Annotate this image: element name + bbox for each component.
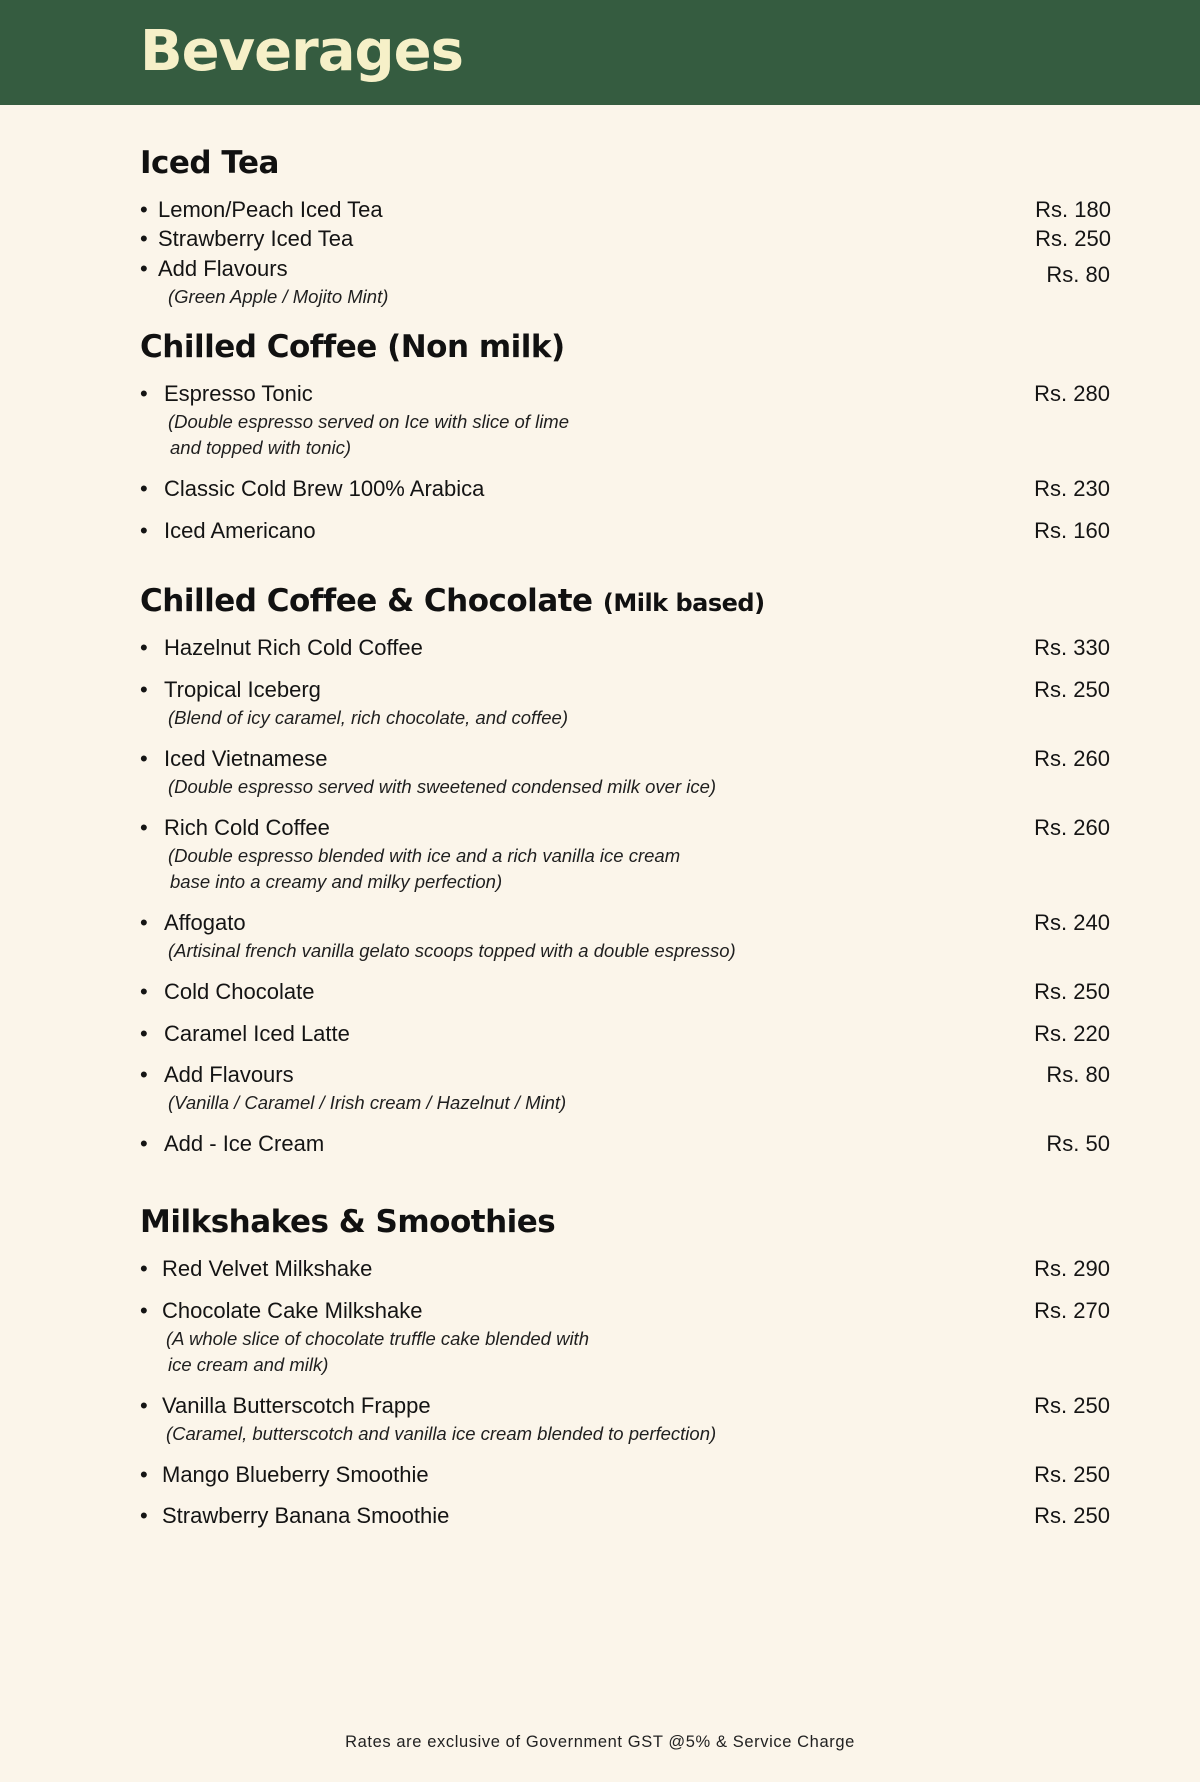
item-price: Rs. 160 <box>1034 518 1110 543</box>
bullet-icon: • <box>140 1503 148 1528</box>
bullet-icon: • <box>140 518 148 543</box>
item-name: Mango Blueberry Smoothie <box>162 1462 429 1487</box>
menu-item <box>140 1129 1110 1159</box>
bullet-icon: • <box>140 815 148 840</box>
item-description: ice cream and milk) <box>168 1354 329 1375</box>
item-name: Iced Americano <box>164 518 316 543</box>
item-name: Vanilla Butterscotch Frappe <box>162 1393 431 1418</box>
section-title-iced-tea: Iced Tea <box>140 145 279 181</box>
bullet-icon: • <box>140 1393 148 1418</box>
menu-item <box>140 977 1110 1007</box>
menu-item <box>140 1019 1110 1049</box>
item-price: Rs. 250 <box>1034 1503 1110 1528</box>
bullet-icon: • <box>140 1131 148 1156</box>
item-price: Rs. 250 <box>1034 1462 1110 1487</box>
item-description: (Double espresso served on Ice with slice of lime <box>168 411 570 432</box>
section-title-chilled-coffee-non-milk: Chilled Coffee (Non milk) <box>140 329 565 365</box>
item-price: Rs. 180 <box>1035 197 1111 222</box>
bullet-icon: • <box>140 226 148 251</box>
menu-item <box>140 379 1110 409</box>
item-description: (Artisinal french vanilla gelato scoops topped with a double espresso) <box>168 940 736 961</box>
item-price: Rs. 260 <box>1034 746 1110 771</box>
item-price: Rs. 240 <box>1034 910 1110 935</box>
item-description: (Green Apple / Mojito Mint) <box>168 286 389 307</box>
item-description: base into a creamy and milky perfection) <box>170 871 503 892</box>
item-name: Add Flavours <box>164 1062 294 1087</box>
item-description: (Double espresso blended with ice and a rich vanilla ice cream <box>168 845 681 866</box>
item-price: Rs. 250 <box>1034 979 1110 1004</box>
item-description: (Caramel, butterscotch and vanilla ice cream blended to perfection) <box>166 1423 717 1444</box>
item-name: Affogato <box>164 910 246 935</box>
bullet-icon: • <box>140 1256 148 1281</box>
item-name: Hazelnut Rich Cold Coffee <box>164 635 423 660</box>
item-price: Rs. 250 <box>1034 677 1110 702</box>
item-name: Strawberry Iced Tea <box>158 226 354 251</box>
item-name: Caramel Iced Latte <box>164 1021 350 1046</box>
menu-item <box>140 813 1110 843</box>
menu-item <box>140 224 1110 254</box>
bullet-icon: • <box>140 746 148 771</box>
item-price: Rs. 290 <box>1034 1256 1110 1281</box>
menu-item <box>140 1296 1110 1326</box>
bullet-icon: • <box>140 1062 148 1087</box>
bullet-icon: • <box>140 910 148 935</box>
section-title-text: Chilled Coffee & Chocolate <box>140 583 593 619</box>
item-description: (A whole slice of chocolate truffle cake blended with <box>166 1328 589 1349</box>
bullet-icon: • <box>140 381 148 406</box>
item-price: Rs. 330 <box>1034 635 1110 660</box>
item-name: Cold Chocolate <box>164 979 315 1004</box>
item-price: Rs. 250 <box>1035 226 1111 251</box>
item-price: Rs. 270 <box>1034 1298 1110 1323</box>
item-price: Rs. 220 <box>1034 1021 1110 1046</box>
item-price: Rs. 230 <box>1034 476 1110 501</box>
bullet-icon: • <box>140 1462 148 1487</box>
item-description: (Blend of icy caramel, rich chocolate, and coffee) <box>168 707 568 728</box>
menu-item <box>140 1501 1110 1531</box>
section-title-milkshakes-smoothies: Milkshakes & Smoothies <box>140 1204 556 1240</box>
page-title: Beverages <box>140 19 463 84</box>
bullet-icon: • <box>140 197 148 222</box>
section-subtitle: (Milk based) <box>602 589 765 617</box>
item-name: Add - Ice Cream <box>164 1131 325 1156</box>
menu-item <box>140 633 1110 663</box>
menu-item <box>140 1060 1110 1090</box>
bullet-icon: • <box>140 256 148 281</box>
menu-item <box>140 1391 1110 1421</box>
item-name: Chocolate Cake Milkshake <box>162 1298 423 1323</box>
item-price: Rs. 260 <box>1034 815 1110 840</box>
bullet-icon: • <box>140 476 148 501</box>
item-name: Add Flavours <box>158 256 288 281</box>
item-name: Classic Cold Brew 100% Arabica <box>164 476 485 501</box>
header-bar <box>0 0 1200 105</box>
menu-item <box>140 908 1110 938</box>
bullet-icon: • <box>140 979 148 1004</box>
item-price: Rs. 250 <box>1034 1393 1110 1418</box>
menu-item <box>140 195 1110 225</box>
menu-item <box>140 254 1110 287</box>
item-name: Tropical Iceberg <box>164 677 321 702</box>
item-name: Lemon/Peach Iced Tea <box>158 197 383 222</box>
item-price: Rs. 50 <box>1046 1131 1110 1156</box>
menu-item <box>140 675 1110 705</box>
item-name: Red Velvet Milkshake <box>162 1256 373 1281</box>
menu-item <box>140 744 1110 774</box>
item-name: Espresso Tonic <box>164 381 313 406</box>
item-description: (Double espresso served with sweetened condensed milk over ice) <box>168 776 717 797</box>
item-name: Strawberry Banana Smoothie <box>162 1503 450 1528</box>
menu-item <box>140 474 1110 504</box>
bullet-icon: • <box>140 1298 148 1323</box>
bullet-icon: • <box>140 677 148 702</box>
menu-item <box>140 1254 1110 1284</box>
footer-note: Rates are exclusive of Government GST @5% & Service Charge <box>345 1733 855 1751</box>
section-title-chilled-coffee-chocolate <box>140 581 765 623</box>
item-price: Rs. 280 <box>1034 381 1110 406</box>
bullet-icon: • <box>140 635 148 660</box>
item-name: Iced Vietnamese <box>164 746 328 771</box>
menu-item <box>140 1460 1110 1490</box>
item-price: Rs. 80 <box>1046 262 1110 287</box>
bullet-icon: • <box>140 1021 148 1046</box>
item-description: (Vanilla / Caramel / Irish cream / Hazelnut / Mint) <box>168 1092 567 1113</box>
item-name: Rich Cold Coffee <box>164 815 330 840</box>
item-description: and topped with tonic) <box>170 437 352 458</box>
menu-item <box>140 516 1110 546</box>
item-price: Rs. 80 <box>1046 1062 1110 1087</box>
